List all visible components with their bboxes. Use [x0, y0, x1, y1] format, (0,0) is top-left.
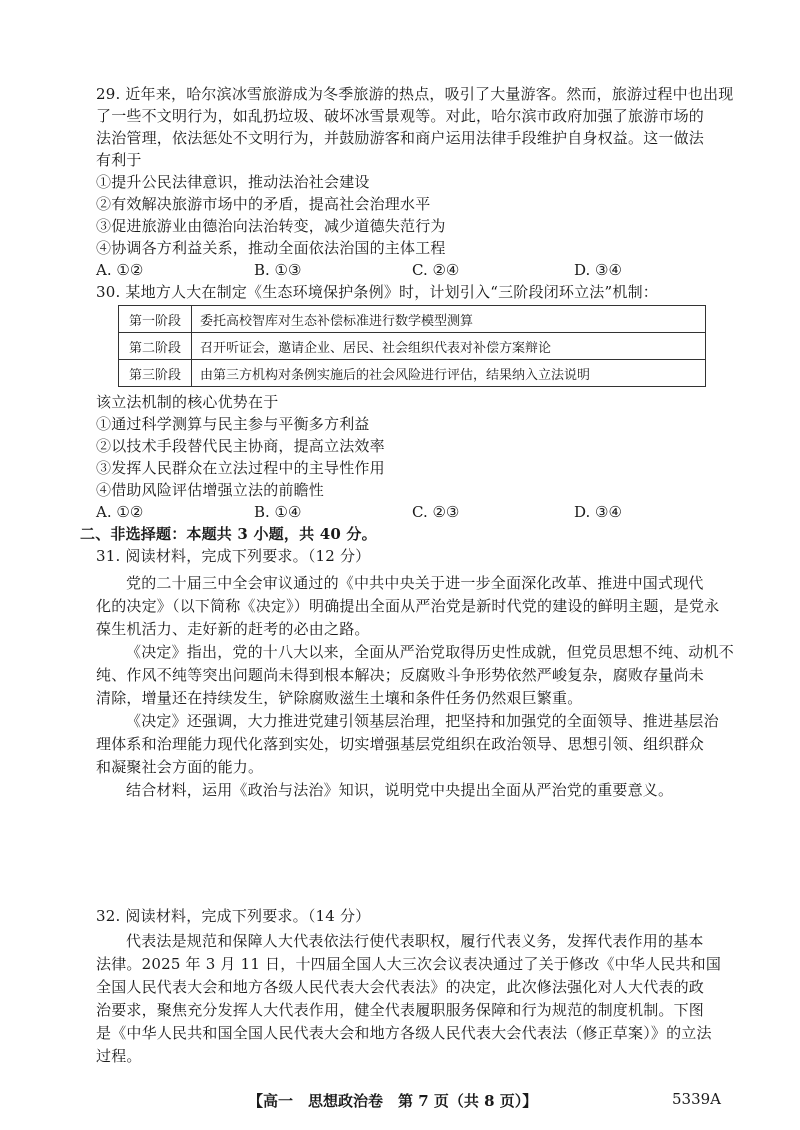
q31-line-7: 《决定》还强调，大力推进党建引领基层治理，把坚持和加强党的全面领导、推进基层治 — [126, 712, 719, 730]
q30-option-d[interactable]: D. ③④ — [574, 503, 622, 521]
q32-line-5: 是《中华人民共和国全国人民代表大会和地方各级人民代表大会代表法（修正草案）》的立法 — [96, 1024, 712, 1042]
q32-line-2: 法律。2025 年 3 月 11 日，十四届全国人大三次会议表决通过了关于修改《中华人民共和国 — [96, 955, 722, 973]
q29-item-4: ④协调各方利益关系，推动全面依法治国的主体工程 — [96, 239, 446, 257]
q30-options — [96, 501, 696, 523]
q29-option-b[interactable]: B. ①③ — [254, 261, 302, 279]
q31-line-5: 纯、作风不纯等突出问题尚未得到根本解决；反腐败斗争形势依然严峻复杂，腐败存量尚未 — [96, 666, 705, 684]
q32-stem: 32. 阅读材料，完成下列要求。（14 分） — [96, 907, 371, 925]
q30-item-1: ①通过科学测算与民主参与平衡多方利益 — [96, 415, 370, 433]
q29-line-3: 法治管理，依法惩处不文明行为，并鼓励游客和商户运用法律手段维护自身权益。这一做法 — [96, 129, 705, 147]
q29-line-2: 了一些不文明行为，如乱扔垃圾、破坏冰雪景观等。对此，哈尔滨市政府加强了旅游市场的 — [96, 107, 705, 125]
paper-code: 5339A — [672, 1090, 722, 1108]
q29-option-c[interactable]: C. ②④ — [412, 261, 460, 279]
q30-item-2: ②以技术手段替代民主协商，提高立法效率 — [96, 437, 385, 455]
stage-label: 第三阶段 — [119, 360, 192, 387]
q31-stem: 31. 阅读材料，完成下列要求。（12 分） — [96, 547, 371, 565]
q31-line-9: 和凝聚社会方面的能力。 — [96, 758, 264, 776]
stage-label: 第二阶段 — [119, 333, 192, 360]
q31-line-3: 葆生机活力、走好新的赶考的必由之路。 — [96, 620, 370, 638]
stage-desc: 召开听证会，邀请企业、居民、社会组织代表对补偿方案辩论 — [192, 333, 706, 360]
stage-desc: 委托高校智库对生态补偿标准进行数学模型测算 — [192, 306, 706, 333]
q31-prompt: 结合材料，运用《政治与法治》知识，说明党中央提出全面从严治党的重要意义。 — [126, 781, 674, 799]
stage-desc: 由第三方机构对条例实施后的社会风险进行评估，结果纳入立法说明 — [192, 360, 706, 387]
table-row — [119, 333, 706, 360]
q29-option-d[interactable]: D. ③④ — [574, 261, 622, 279]
q29-item-3: ③促进旅游业由德治向法治转变，减少道德失范行为 — [96, 217, 446, 235]
q30-stage-table — [118, 305, 706, 387]
q30-question: 该立法机制的核心优势在于 — [96, 393, 279, 411]
table-row — [119, 306, 706, 333]
q32-line-1: 代表法是规范和保障人大代表依法行使代表职权，履行代表义务，发挥代表作用的基本 — [126, 932, 704, 950]
q29-line-4: 有利于 — [96, 151, 142, 169]
section-heading: 二、非选择题：本题共 3 小题，共 40 分。 — [80, 525, 377, 543]
page-footer: 【高一 思想政治卷 第 7 页（共 8 页）】 — [248, 1092, 538, 1110]
q32-line-3: 全国人民代表大会和地方各级人民代表大会代表法》的决定，此次修法强化对人大代表的政 — [96, 978, 705, 996]
q30-stem: 30. 某地方人大在制定《生态环境保护条例》时，计划引入“三阶段闭环立法”机制： — [96, 283, 658, 301]
q31-line-4: 《决定》指出，党的十八大以来，全面从严治党取得历史性成就，但党员思想不纯、动机不 — [126, 643, 735, 661]
q29-options — [96, 259, 696, 281]
q31-line-2: 化的决定》（以下简称《决定》）明确提出全面从严治党是新时代党的建设的鲜明主题，是党永 — [96, 597, 720, 615]
q32-line-6: 过程。 — [96, 1047, 142, 1065]
q31-line-6: 清除，增量还在持续发生，铲除腐败滋生土壤和条件任务仍然艰巨繁重。 — [96, 689, 583, 707]
q30-item-4: ④借助风险评估增强立法的前瞻性 — [96, 481, 325, 499]
q30-option-c[interactable]: C. ②③ — [412, 503, 460, 521]
q30-option-b[interactable]: B. ①④ — [254, 503, 302, 521]
q29-item-1: ①提升公民法律意识，推动法治社会建设 — [96, 173, 370, 191]
q29-item-2: ②有效解决旅游市场中的矛盾，提高社会治理水平 — [96, 195, 431, 213]
stage-label: 第一阶段 — [119, 306, 192, 333]
q31-line-8: 理体系和治理能力现代化落到实处，切实增强基层党组织在政治领导、思想引领、组织群众 — [96, 735, 705, 753]
q32-line-4: 治要求，聚焦充分发挥人大代表作用，健全代表履职服务保障和行为规范的制度机制。下图 — [96, 1001, 705, 1019]
q29-option-a[interactable]: A. ①② — [96, 261, 144, 279]
q29-line-1: 29. 近年来，哈尔滨冰雪旅游成为冬季旅游的热点，吸引了大量游客。然而，旅游过程中也出现 — [96, 85, 734, 103]
table-row — [119, 360, 706, 387]
q31-line-1: 党的二十届三中全会审议通过的《中共中央关于进一步全面深化改革、推进中国式现代 — [126, 574, 704, 592]
q30-option-a[interactable]: A. ①② — [96, 503, 144, 521]
q30-item-3: ③发挥人民群众在立法过程中的主导性作用 — [96, 459, 385, 477]
